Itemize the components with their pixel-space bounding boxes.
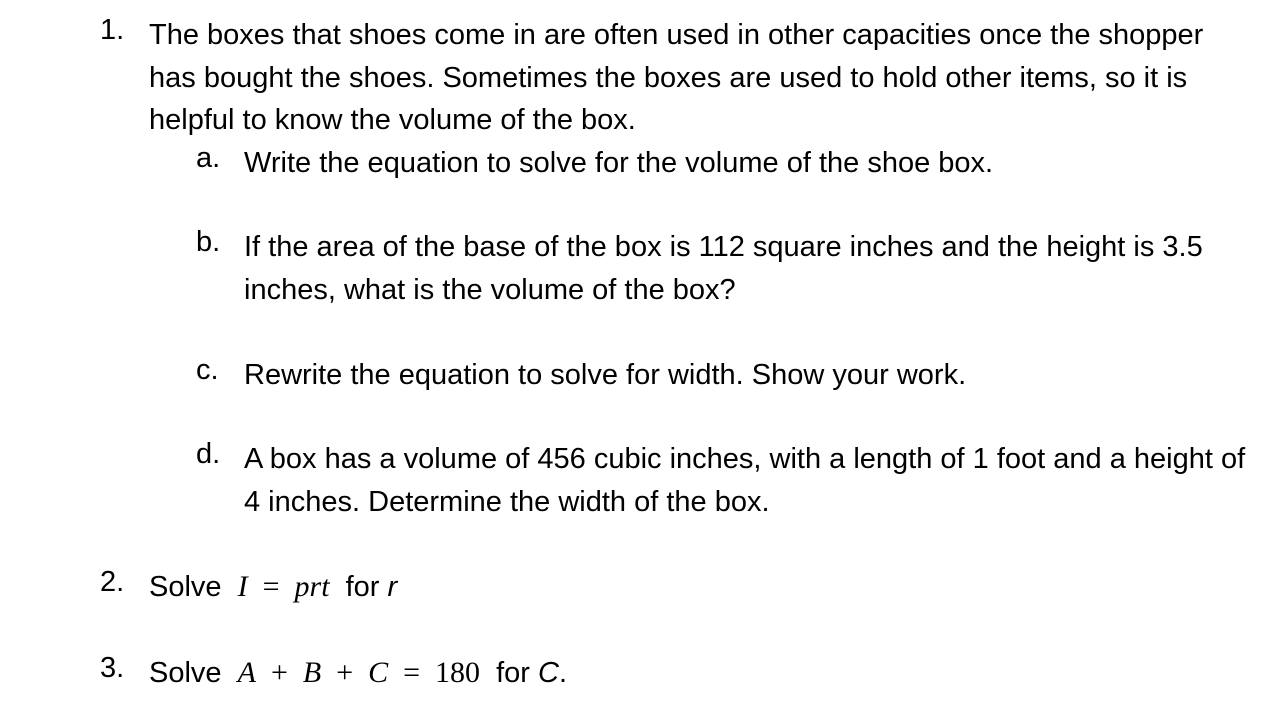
for-label: for <box>496 657 530 689</box>
expression-prt: prt <box>294 570 330 603</box>
question-1 <box>0 14 1276 534</box>
question-text <box>149 566 1236 609</box>
question-3 <box>0 652 1276 696</box>
target-variable: C <box>538 657 559 689</box>
solve-label: Solve <box>149 571 222 603</box>
subpart-letter: c. <box>196 354 219 386</box>
subpart-letter: a. <box>196 142 221 174</box>
equals-sign: = <box>262 570 280 603</box>
subpart-text: Rewrite the equation to solve for width. Show your work. <box>244 359 967 391</box>
plus-sign: + <box>336 656 354 689</box>
question-2 <box>0 566 1276 610</box>
variable-I: I <box>237 570 248 603</box>
variable-B: B <box>302 656 322 689</box>
subpart-text: A box has a volume of 456 cubic inches, with a length of 1 foot and a height of 4 inches. Determine the width of the box. <box>244 443 1246 518</box>
period: . <box>558 657 568 689</box>
question-number: 2. <box>100 566 125 598</box>
question-text <box>149 652 1236 695</box>
subpart-letter: d. <box>196 438 221 470</box>
solve-label: Solve <box>149 657 222 689</box>
subpart-text: Write the equation to solve for the volume of the shoe box. <box>244 147 994 179</box>
equation <box>238 656 480 689</box>
variable-C: C <box>368 656 389 689</box>
subpart-text: If the area of the base of the box is 112 square inches and the height is 3.5 inches, what is the volume of the box? <box>244 231 1203 306</box>
for-label: for <box>345 571 380 603</box>
question-number: 3. <box>100 652 125 684</box>
question-text: The boxes that shoes come in are often used in other capacities once the shopper has bought the shoes. Sometimes the boxes are used to hold other items, so it is helpful to know the volume of the box. <box>149 19 1204 136</box>
equation <box>238 570 330 603</box>
plus-sign: + <box>270 656 288 689</box>
target-variable: r <box>387 571 398 603</box>
question-number: 1. <box>100 14 125 46</box>
variable-A: A <box>237 656 256 689</box>
equals-sign: = <box>403 656 421 689</box>
value-180: 180 <box>435 656 481 689</box>
subpart-letter: b. <box>196 226 221 258</box>
